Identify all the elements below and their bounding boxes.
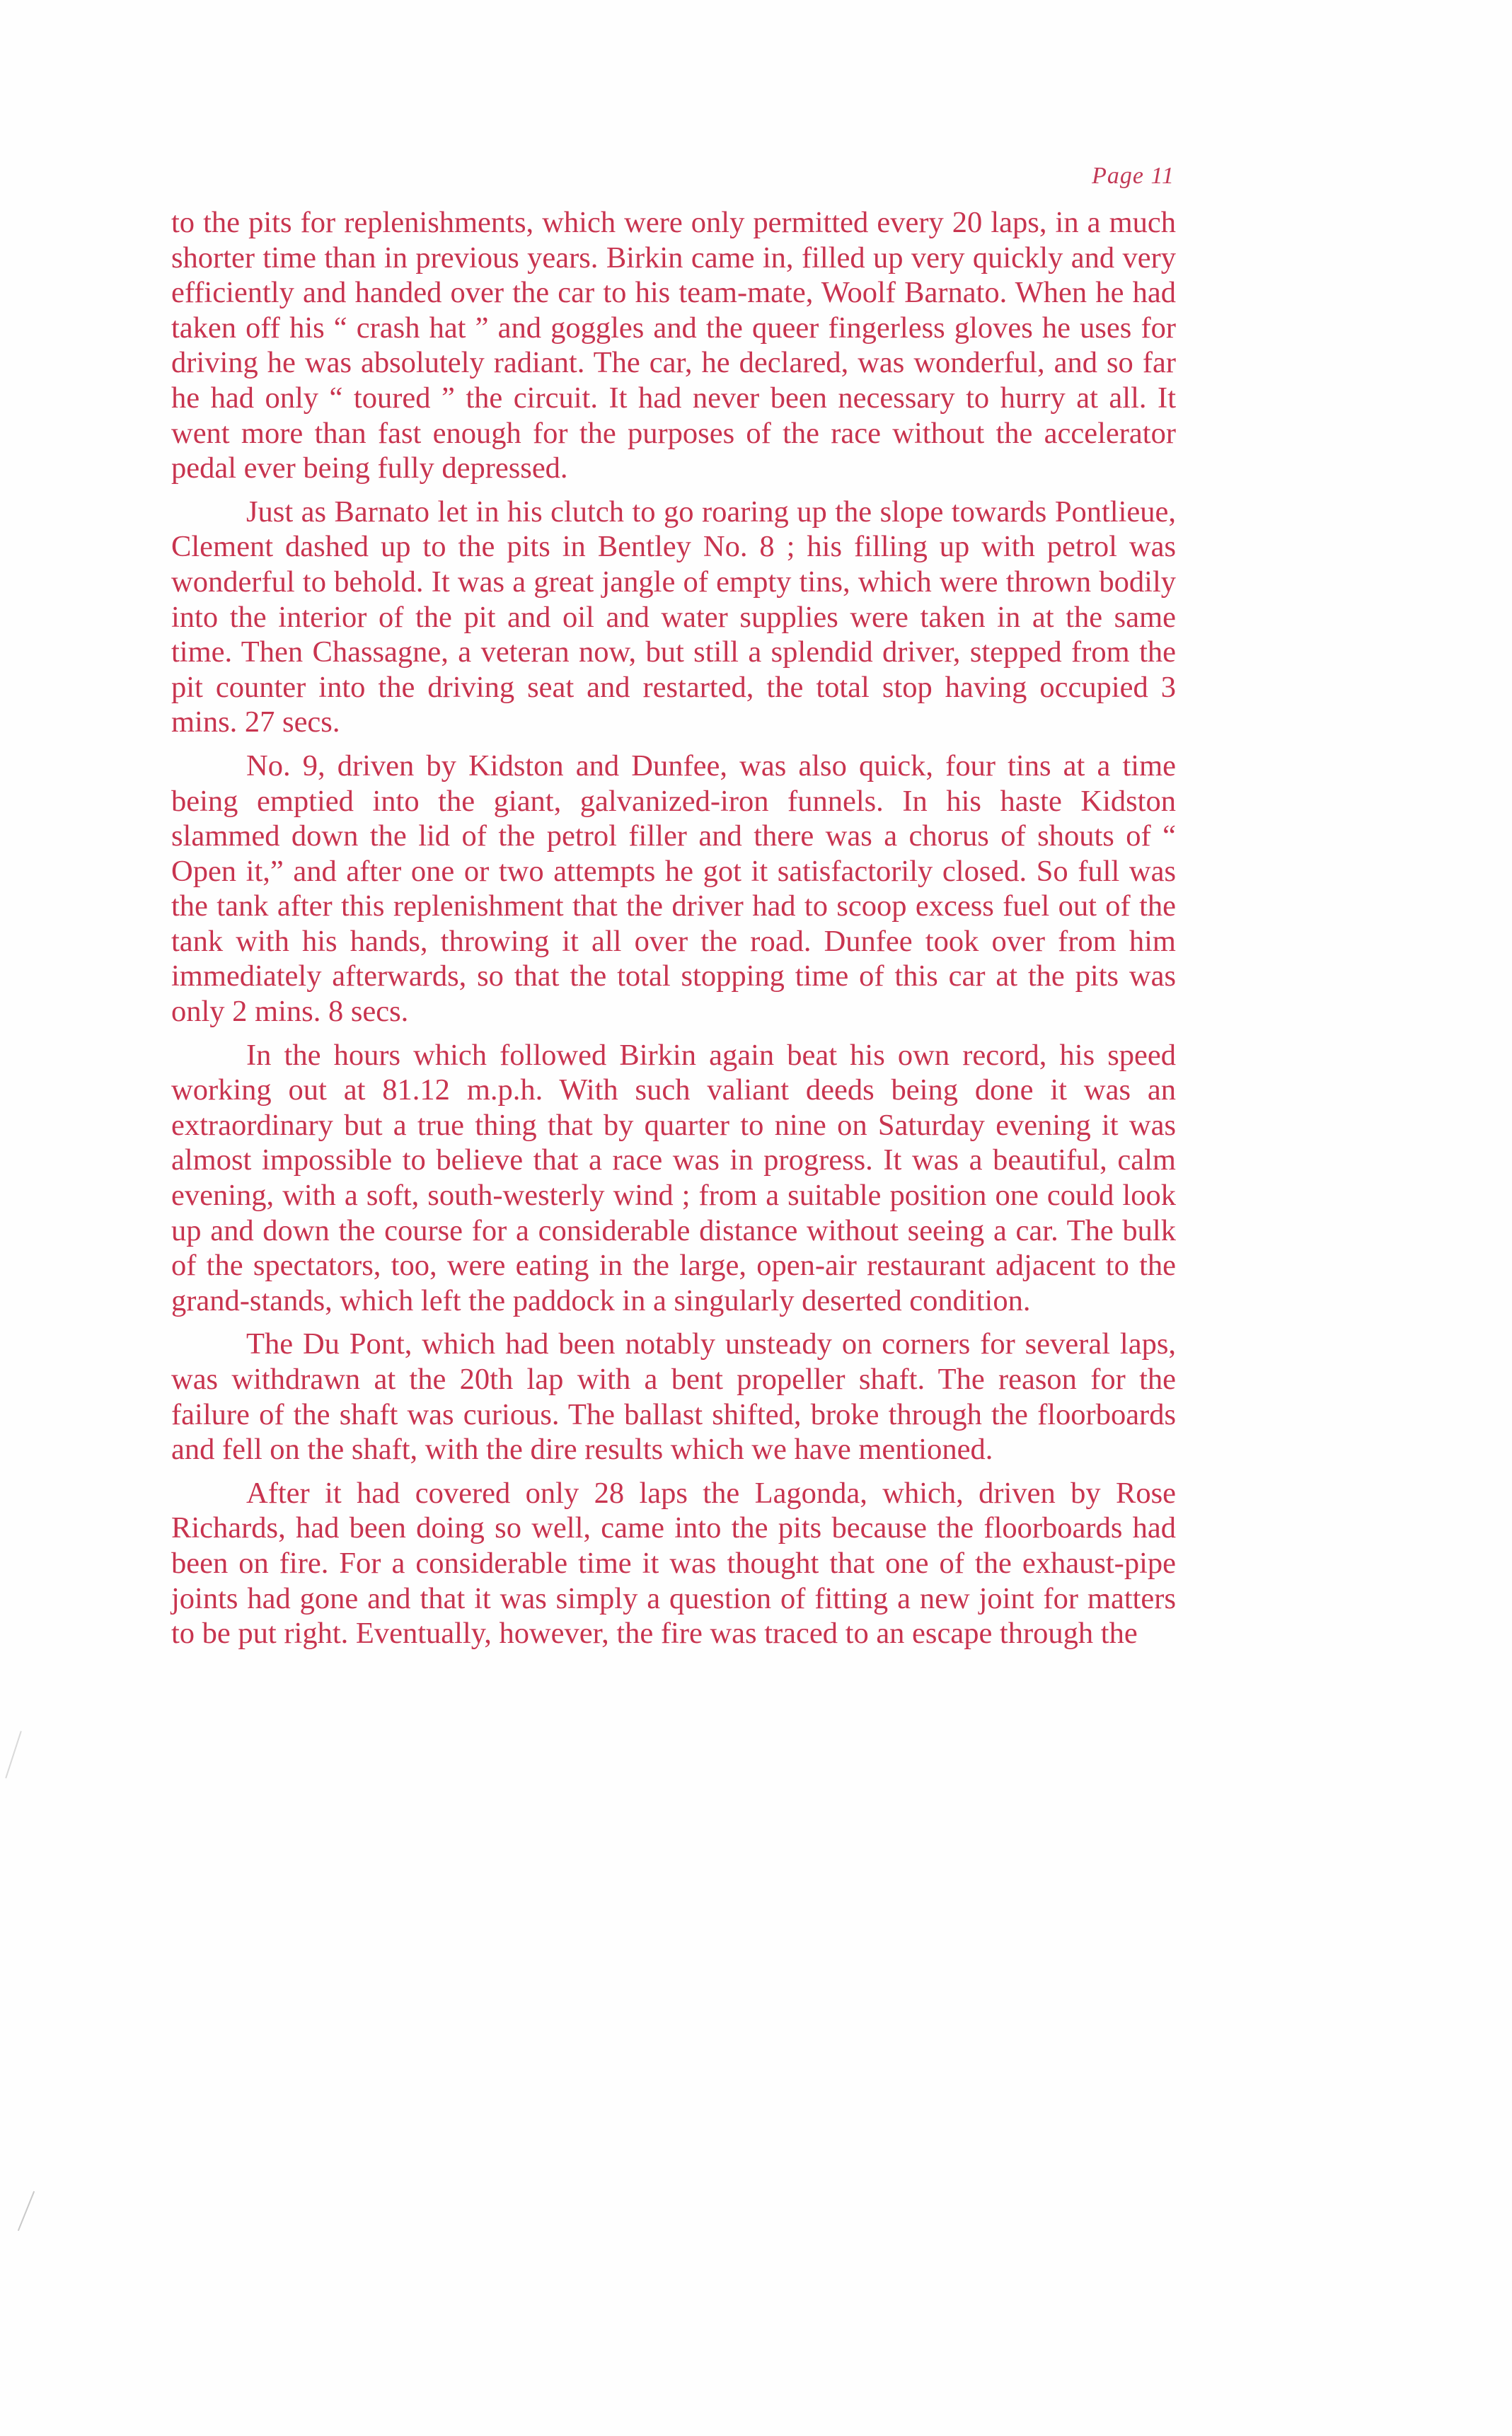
margin-scratch-mark xyxy=(18,2191,35,2231)
paragraph-lagonda: After it had covered only 28 laps the Lagonda, which, driven by Rose Richards, had been doing so well, came into the pits because the floorboards had been on fire. For a considerable time it was thought that one of the exhaust-pipe joints had gone and that it was simply a question of fitting a new joint for matters to be put right. Eventually, however, the fire was traced to an escape through the xyxy=(171,1476,1176,1651)
paragraph-barnato-clutch: Just as Barnato let in his clutch to go roaring up the slope towards Pontlieue, Clement dashed up to the pits in Bentley No. 8 ; his filling up with petrol was wonderful to behold. It was a great jangle of empty tins, which were thrown bodily into the interior of the pit and oil and water supplies were taken in at the same time. Then Chassagne, a veteran now, but still a splendid driver, stepped from the pit counter into the driving seat and restarted, the total stop having occupied 3 mins. 27 secs. xyxy=(171,495,1176,739)
page-number: Page 11 xyxy=(1092,163,1175,189)
body-text xyxy=(171,205,1176,1651)
paragraph-birkin-record: In the hours which followed Birkin again beat his own record, his speed working out at 81.12 m.p.h. With such valiant deeds being done it was an extraordinary but a true thing that by quarter to nine on Saturday evening it was almost impossible to believe that a race was in progress. It was a beautiful, calm evening, with a soft, south-westerly wind ; from a suitable position one could look up and down the course for a considerable distance without seeing a car. The bulk of the spectators, too, were eating in the large, open-air restaurant adjacent to the grand-stands, which left the paddock in a singularly deserted condition. xyxy=(171,1038,1176,1317)
paragraph-du-pont: The Du Pont, which had been notably unsteady on corners for several laps, was withdrawn at the 20th lap with a bent propeller shaft. The reason for the failure of the shaft was curious. The ballast shifted, broke through the floorboards and fell on the shaft, with the dire results which we have mentioned. xyxy=(171,1327,1176,1467)
paragraph-kidston-dunfee: No. 9, driven by Kidston and Dunfee, was also quick, four tins at a time being emptied into the giant, galvanized-iron funnels. In his haste Kidston slammed down the lid of the petrol filler and there was a chorus of shouts of “ Open it,” and after one or two attempts he got it satisfactorily closed. So full was the tank after this replenishment that the driver had to scoop excess fuel out of the tank with his hands, throwing it all over the road. Dunfee took over from him immediately afterwards, so that the total stopping time of this car at the pits was only 2 mins. 8 secs. xyxy=(171,749,1176,1029)
paragraph-continued: to the pits for replenishments, which were only permitted every 20 laps, in a much shorter time than in previous years. Birkin came in, filled up very quickly and very efficiently and handed over the car to his team-mate, Woolf Barnato. When he had taken off his “ crash hat ” and goggles and the queer fingerless gloves he uses for driving he was absolutely radiant. The car, he declared, was wonderful, and so far he had only “ toured ” the circuit. It had never been necessary to hurry at all. It went more than fast enough for the purposes of the race without the accelerator pedal ever being fully depressed. xyxy=(171,206,1176,485)
margin-scratch-mark xyxy=(5,1731,22,1778)
